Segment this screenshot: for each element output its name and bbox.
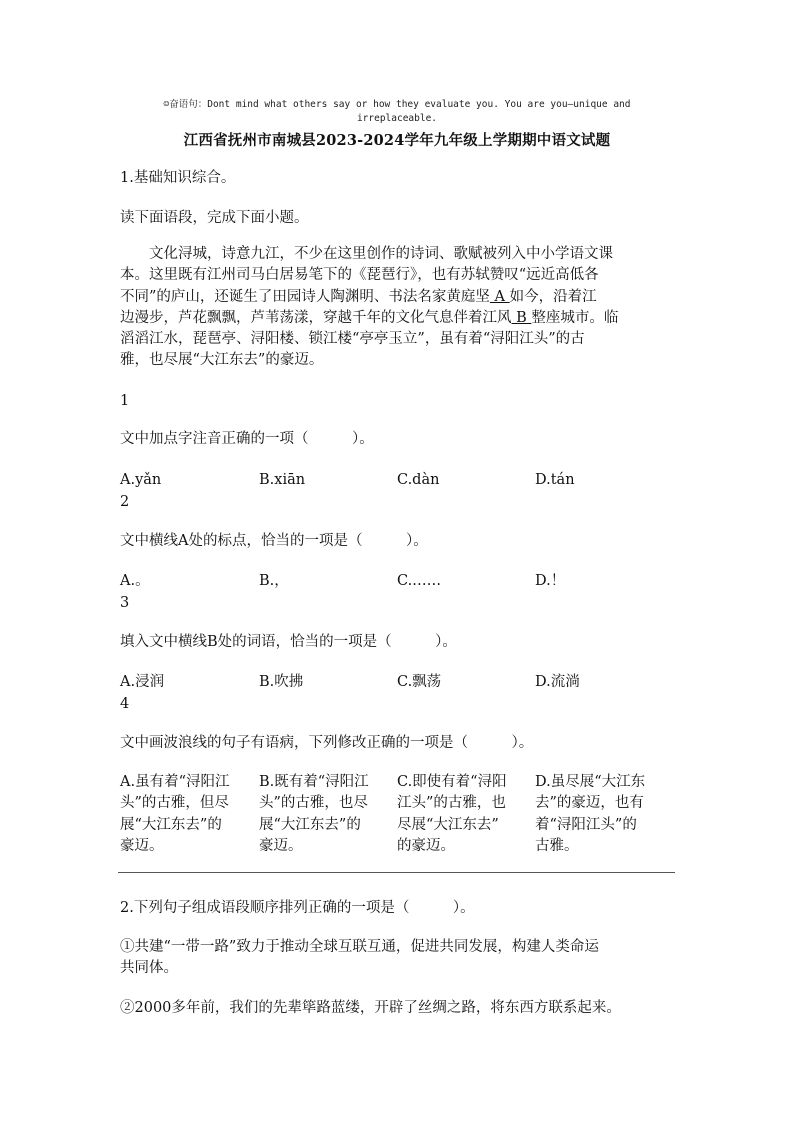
- passage-line: 边漫步，芦花飘飘，芦苇荡漾，穿越千年的文化气息伴着江风 B 整座城市。临: [120, 309, 619, 326]
- passage-line: 雅，也尽展“大江东去”的豪迈。: [120, 352, 324, 369]
- option-b[interactable]: B.吹拂: [259, 674, 304, 690]
- option-c[interactable]: C.即使有着“浔阳 江头”的古雅，也 尽展“大江东去” 的豪迈。: [397, 774, 507, 854]
- q2-sentence-1: ①共建“一带一路”致力于推动全球互联互通，促进共同发展，构建人类命运 共同体。: [120, 939, 599, 977]
- passage-line: 本。这里既有江州司马白居易笔下的《琵琶行》，也有苏轼赞叹“远近高低各: [120, 267, 599, 284]
- passage-line: 不同”的庐山，还诞生了田园诗人陶渊明、书法名家黄庭坚 A 如今，沿着江: [120, 288, 597, 305]
- passage-line: 文化浔城，诗意九江，不少在这里创作的诗词、歌赋被列入中小学语文课: [149, 246, 613, 262]
- option-a[interactable]: A.虽有着“浔阳江 头”的古雅，但尽 展“大江东去”的 豪迈。: [120, 774, 230, 854]
- blank-b: B: [511, 309, 532, 326]
- passage-line: 滔滔江水，琵琶亭、浔阳楼、锁江楼“亭亭玉立”，虽有着“浔阳江头”的古: [120, 331, 585, 348]
- sub-question-text: 文中画波浪线的句子有语病，下列修改正确的一项是（ ）。: [120, 735, 534, 751]
- q1-instruction: 读下面语段，完成下面小题。: [120, 210, 309, 226]
- option-b[interactable]: B.，: [259, 573, 289, 589]
- sub-question-number: 1: [120, 393, 130, 409]
- option-c[interactable]: C.……: [397, 573, 442, 589]
- sub-question-text: 文中横线A处的标点，恰当的一项是（ ）。: [120, 533, 428, 549]
- sub-question-text: 文中加点字注音正确的一项（ ）。: [120, 431, 374, 447]
- q2-sentence-2: ②2000多年前，我们的先辈筚路蓝缕，开辟了丝绸之路，将东西方联系起来。: [120, 1000, 621, 1016]
- option-d[interactable]: D.流淌: [535, 674, 580, 690]
- option-a[interactable]: A.。: [120, 573, 150, 589]
- motto-header: ☺奋语句：Dont mind what others say or how they evaluate you. You are you—unique and irreplaceable.: [163, 99, 631, 124]
- option-a[interactable]: A.浸润: [120, 674, 165, 690]
- reading-passage: [120, 244, 675, 372]
- option-d[interactable]: D.！: [535, 573, 566, 589]
- option-c[interactable]: C.飘荡: [397, 674, 442, 690]
- option-b[interactable]: B.xiān: [259, 472, 306, 488]
- option-d[interactable]: D.虽尽展“大江东 去”的豪迈，也有 着“浔阳江头”的 古雅。: [535, 774, 646, 854]
- sub-question-number: 4: [120, 696, 130, 712]
- sub-question-text: 填入文中横线B处的词语，恰当的一项是（ ）。: [120, 634, 457, 650]
- option-b[interactable]: B.既有着“浔阳江 头”的古雅，也尽 展“大江东去”的 豪迈。: [259, 774, 369, 854]
- sub-question-number: 3: [120, 595, 130, 611]
- q2-question: 2.下列句子组成语段顺序排列正确的一项是（ ）。: [120, 900, 475, 916]
- option-d[interactable]: D.tán: [535, 472, 575, 488]
- section-divider: [118, 872, 675, 873]
- sub-question-number: 2: [120, 494, 130, 510]
- page-title: 江西省抚州市南城县2023-2024学年九年级上学期期中语文试题: [183, 132, 611, 149]
- blank-a: A: [489, 288, 510, 305]
- option-a[interactable]: A.yǎn: [120, 472, 162, 488]
- option-c[interactable]: C.dàn: [397, 472, 440, 488]
- q1-heading: 1.基础知识综合。: [120, 170, 236, 186]
